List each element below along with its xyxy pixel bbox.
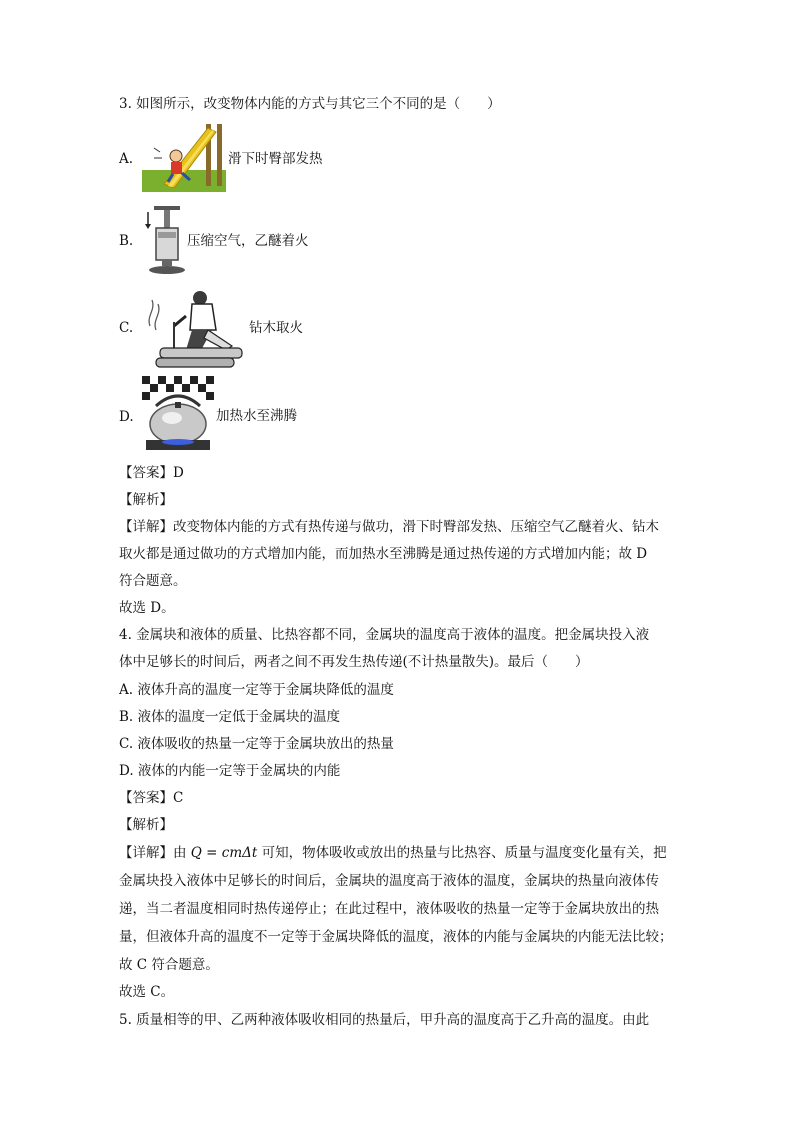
kettle-on-stove-icon — [142, 376, 214, 458]
q3-option-a-text: 滑下时臀部发热 — [228, 151, 323, 167]
q3-analysis-title: 【解析】 — [119, 492, 173, 508]
q4-detail-line-3: 递，当二者温度相同时热传递停止；在此过程中，液体吸收的热量一定等于金属块放出的热 — [119, 901, 659, 917]
q4-formula: Q = cmΔt — [190, 845, 258, 861]
drilling-wood-fire-icon — [142, 286, 248, 376]
q4-conclusion: 故选 C。 — [119, 984, 175, 1000]
q4-analysis-title: 【解析】 — [119, 817, 173, 833]
q3-option-b-letter: B. — [119, 233, 134, 249]
q4-answer: 【答案】C — [119, 790, 184, 806]
q3-option-d-text: 加热水至沸腾 — [216, 408, 297, 424]
air-compression-piston-icon — [142, 202, 186, 280]
q3-option-c-text: 钻木取火 — [249, 320, 303, 336]
q4-detail-line-2: 金属块投入液体中足够长的时间后，金属块的温度高于液体的温度，金属块的热量向液体传 — [119, 873, 659, 889]
q3-detail-line-2: 取火都是通过做功的方式增加内能，而加热水至沸腾是通过热传递的方式增加内能；故 D — [119, 546, 648, 562]
q3-option-d-letter: D. — [119, 409, 134, 425]
q3-option-a-letter: A. — [119, 151, 134, 167]
q4-option-c: C. 液体吸收的热量一定等于金属块放出的热量 — [119, 736, 394, 752]
q3-option-b-text: 压缩空气，乙醚着火 — [187, 233, 309, 249]
q4-detail-line-5: 故 C 符合题意。 — [119, 957, 219, 973]
q3-option-c-letter: C. — [119, 320, 134, 336]
q3-conclusion: 故选 D。 — [119, 600, 175, 616]
q4-option-d: D. 液体的内能一定等于金属块的内能 — [119, 763, 341, 779]
q3-detail-line-3: 符合题意。 — [119, 573, 187, 589]
q4-detail-line-4: 量，但液体升高的温度不一定等于金属块降低的温度，液体的内能与金属块的内能无法比较； — [119, 929, 673, 945]
q4-stem-line-2: 体中足够长的时间后，两者之间不再发生热传递(不计热量散失)。最后（ ） — [119, 654, 589, 670]
q4-detail-prefix: 【详解】由 — [119, 845, 187, 861]
q4-detail-line-1 — [119, 843, 667, 863]
q4-option-b: B. 液体的温度一定低于金属块的温度 — [119, 709, 341, 725]
q4-option-a: A. 液体升高的温度一定等于金属块降低的温度 — [119, 682, 394, 698]
slide-icon — [142, 118, 226, 196]
q3-stem: 3. 如图所示，改变物体内能的方式与其它三个不同的是（ ） — [119, 96, 501, 112]
q4-detail-first-rest: 可知，物体吸收或放出的热量与比热容、质量与温度变化量有关，把 — [261, 845, 667, 861]
q4-stem-line-1: 4. 金属块和液体的质量、比热容都不同，金属块的温度高于液体的温度。把金属块投入液 — [119, 627, 650, 643]
q3-detail-line-1: 【详解】改变物体内能的方式有热传递与做功，滑下时臀部发热、压缩空气乙醚着火、钻木 — [119, 519, 659, 535]
q5-stem: 5. 质量相等的甲、乙两种液体吸收相同的热量后，甲升高的温度高于乙升高的温度。由此 — [119, 1012, 650, 1028]
q3-answer: 【答案】D — [119, 465, 184, 481]
